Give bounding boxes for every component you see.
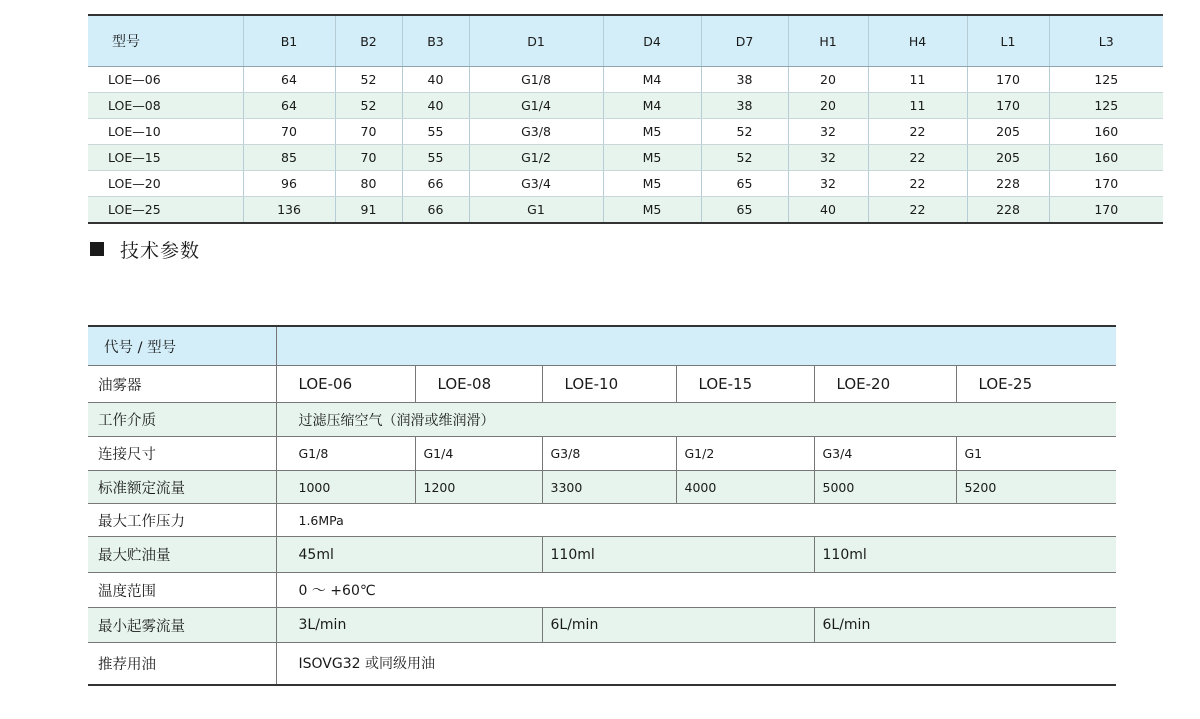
table-cell: G1/2: [469, 145, 603, 171]
param-row-oil: [88, 537, 1116, 573]
param-row-min-flow: [88, 608, 1116, 643]
table-cell: LOE—06: [88, 67, 243, 93]
header-cell: H4: [868, 15, 967, 67]
table-row: [88, 171, 1163, 197]
param-label: 标准额定流量: [88, 471, 276, 504]
table-cell: 65: [701, 171, 788, 197]
table-cell: 40: [402, 67, 469, 93]
table-cell: 38: [701, 67, 788, 93]
param-label: 最小起雾流量: [88, 608, 276, 643]
param-row-pressure: [88, 504, 1116, 537]
model-cell: LOE-08: [415, 366, 542, 403]
table-cell: 228: [967, 171, 1049, 197]
table-cell: 80: [335, 171, 402, 197]
table-cell: 32: [788, 145, 868, 171]
port-cell: G1/8: [276, 437, 415, 471]
port-cell: G1: [956, 437, 1116, 471]
table-cell: M4: [603, 67, 701, 93]
param-value: 过滤压缩空气（润滑或维润滑）: [276, 403, 1116, 437]
table-cell: G1/8: [469, 67, 603, 93]
table-cell: M5: [603, 119, 701, 145]
table-cell: 136: [243, 197, 335, 224]
table-cell: 52: [701, 119, 788, 145]
model-cell: LOE-15: [676, 366, 814, 403]
model-cell: LOE-10: [542, 366, 676, 403]
table-cell: 70: [335, 119, 402, 145]
table-cell: M5: [603, 171, 701, 197]
table-cell: LOE—10: [88, 119, 243, 145]
table-cell: 66: [402, 171, 469, 197]
table-cell: 40: [788, 197, 868, 224]
table-cell: 170: [967, 67, 1049, 93]
table-cell: 20: [788, 67, 868, 93]
header-cell: L3: [1049, 15, 1163, 67]
table-cell: 66: [402, 197, 469, 224]
table-cell: 160: [1049, 119, 1163, 145]
table-cell: 96: [243, 171, 335, 197]
table-cell: 11: [868, 93, 967, 119]
header-cell: B2: [335, 15, 402, 67]
table-cell: LOE—15: [88, 145, 243, 171]
table-row: [88, 197, 1163, 224]
table-cell: 125: [1049, 67, 1163, 93]
oil-cell: 110ml: [542, 537, 814, 573]
param-label: 推荐用油: [88, 643, 276, 685]
table-cell: 228: [967, 197, 1049, 224]
port-cell: G1/4: [415, 437, 542, 471]
param-label: 温度范围: [88, 573, 276, 608]
table-cell: G1: [469, 197, 603, 224]
table-cell: 22: [868, 145, 967, 171]
param-value: ISOVG32 或同级用油: [276, 643, 1116, 685]
model-cell: LOE-25: [956, 366, 1116, 403]
param-row-port: [88, 437, 1116, 471]
table-cell: 70: [335, 145, 402, 171]
table-row: [88, 67, 1163, 93]
min-flow-cell: 6L/min: [814, 608, 1116, 643]
table-cell: M4: [603, 93, 701, 119]
table-cell: G3/4: [469, 171, 603, 197]
header-cell: 型号: [88, 15, 243, 67]
flow-cell: 4000: [676, 471, 814, 504]
dimension-table: [88, 14, 1163, 224]
square-bullet-icon: [90, 242, 104, 256]
table-cell: 170: [967, 93, 1049, 119]
table-row: [88, 93, 1163, 119]
table-row: [88, 145, 1163, 171]
table-cell: G1/4: [469, 93, 603, 119]
table-cell: 52: [701, 145, 788, 171]
table-cell: 125: [1049, 93, 1163, 119]
param-row-model: [88, 366, 1116, 403]
table-cell: 38: [701, 93, 788, 119]
header-cell: B1: [243, 15, 335, 67]
param-value: 0 ～ +60℃: [276, 573, 1116, 608]
param-row-medium: [88, 403, 1116, 437]
param-row-flow: [88, 471, 1116, 504]
param-label: 工作介质: [88, 403, 276, 437]
table-cell: G3/8: [469, 119, 603, 145]
param-label: 最大贮油量: [88, 537, 276, 573]
param-label: 最大工作压力: [88, 504, 276, 537]
model-cell: LOE-20: [814, 366, 956, 403]
flow-cell: 1200: [415, 471, 542, 504]
table-cell: 65: [701, 197, 788, 224]
param-label: 油雾器: [88, 366, 276, 403]
table-cell: LOE—25: [88, 197, 243, 224]
table-cell: 52: [335, 93, 402, 119]
param-header-blank: [276, 326, 1116, 366]
table-cell: 205: [967, 145, 1049, 171]
table-cell: 91: [335, 197, 402, 224]
table-cell: LOE—08: [88, 93, 243, 119]
table-cell: 70: [243, 119, 335, 145]
header-cell: D1: [469, 15, 603, 67]
table-cell: 55: [402, 119, 469, 145]
flow-cell: 5200: [956, 471, 1116, 504]
param-row-temperature: [88, 573, 1116, 608]
min-flow-cell: 3L/min: [276, 608, 542, 643]
param-row-oil-recommendation: [88, 643, 1116, 685]
table-row: [88, 119, 1163, 145]
port-cell: G3/8: [542, 437, 676, 471]
table-cell: 55: [402, 145, 469, 171]
table-cell: 160: [1049, 145, 1163, 171]
table-cell: M5: [603, 145, 701, 171]
header-cell: D7: [701, 15, 788, 67]
table-cell: 64: [243, 93, 335, 119]
min-flow-cell: 6L/min: [542, 608, 814, 643]
port-cell: G1/2: [676, 437, 814, 471]
table-cell: 22: [868, 171, 967, 197]
parameter-table: [88, 325, 1116, 686]
oil-cell: 45ml: [276, 537, 542, 573]
table-cell: 52: [335, 67, 402, 93]
param-label: 连接尺寸: [88, 437, 276, 471]
table-cell: M5: [603, 197, 701, 224]
dimension-header-row: [88, 15, 1163, 67]
table-cell: 32: [788, 171, 868, 197]
table-cell: 20: [788, 93, 868, 119]
flow-cell: 1000: [276, 471, 415, 504]
table-cell: 40: [402, 93, 469, 119]
flow-cell: 3300: [542, 471, 676, 504]
header-cell: D4: [603, 15, 701, 67]
param-value: 1.6MPa: [276, 504, 1116, 537]
param-header-label: 代号 / 型号: [88, 326, 276, 366]
table-cell: 170: [1049, 171, 1163, 197]
table-cell: 22: [868, 119, 967, 145]
section-title: 技术参数: [120, 239, 201, 262]
param-header-row: [88, 326, 1116, 366]
model-cell: LOE-06: [276, 366, 415, 403]
table-cell: 11: [868, 67, 967, 93]
header-cell: B3: [402, 15, 469, 67]
header-cell: L1: [967, 15, 1049, 67]
table-cell: LOE—20: [88, 171, 243, 197]
table-cell: 64: [243, 67, 335, 93]
section-heading: [90, 237, 200, 261]
table-cell: 205: [967, 119, 1049, 145]
table-cell: 170: [1049, 197, 1163, 224]
table-cell: 32: [788, 119, 868, 145]
flow-cell: 5000: [814, 471, 956, 504]
oil-cell: 110ml: [814, 537, 1116, 573]
port-cell: G3/4: [814, 437, 956, 471]
table-cell: 22: [868, 197, 967, 224]
table-cell: 85: [243, 145, 335, 171]
header-cell: H1: [788, 15, 868, 67]
